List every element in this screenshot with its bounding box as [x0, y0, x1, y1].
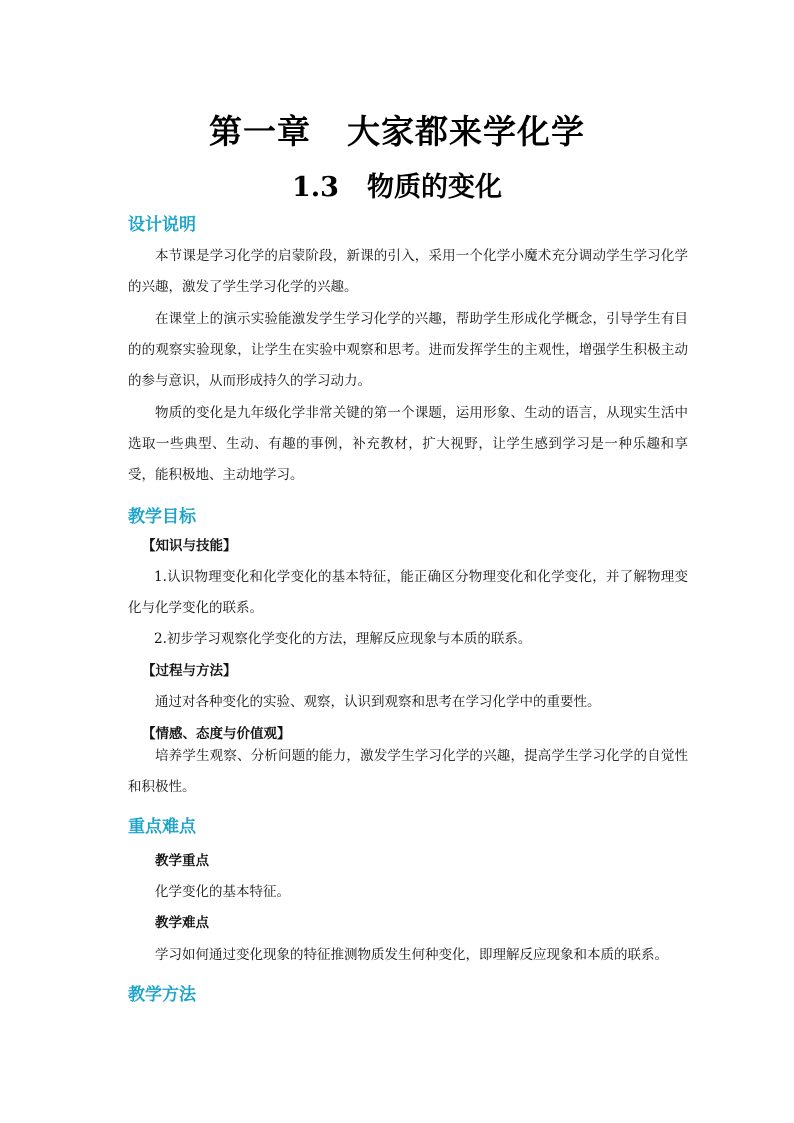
process-methods-label: 【过程与方法】 — [142, 663, 237, 679]
chapter-name: 大家都来学化学 — [347, 112, 585, 151]
goals-heading: 教学目标 — [128, 507, 196, 527]
design-paragraph-2: 在课堂上的演示实验能激发学生学习化学的兴趣，帮助学生形成化学概念，引导学生有目的的观察实验现象，让学生在实验中观察和思考。进而发挥学生的主观性，增强学生积极主动的参与意识，从而形成持久的学习动力。 — [128, 311, 688, 389]
methods-heading: 教学方法 — [128, 985, 196, 1005]
knowledge-item-2: 2.初步学习观察化学变化的方法，理解反应现象与本质的联系。 — [154, 631, 532, 647]
section-number: 1.3 — [292, 172, 339, 203]
section-title — [0, 165, 794, 204]
teaching-difficulty-text: 学习如何通过变化现象的特征推测物质发生何种变化，即理解反应现象和本质的联系。 — [155, 947, 668, 963]
process-methods-text: 通过对各种变化的实验、观察，认识到观察和思考在学习化学中的重要性。 — [155, 694, 601, 710]
teaching-difficulty-label: 教学难点 — [155, 915, 209, 931]
key-points-heading: 重点难点 — [128, 817, 196, 837]
chapter-title — [0, 106, 794, 153]
design-paragraph-3: 物质的变化是九年级化学非常关键的第一个课题，运用形象、生动的语言，从现实生活中选取一些典型、生动、有趣的事例，补充教材，扩大视野，让学生感到学习是一种乐趣和享受，能积极地、主动地学习。 — [128, 405, 688, 483]
section-name: 物质的变化 — [366, 172, 502, 203]
chapter-number: 第一章 — [209, 112, 311, 151]
knowledge-item-1: 1.认识物理变化和化学变化的基本特征，能正确区分物理变化和化学变化，并了解物理变化与化学变化的联系。 — [128, 569, 688, 616]
emotion-values-text: 培养学生观察、分析问题的能力，激发学生学习化学的兴趣，提高学生学习化学的自觉性和积极性。 — [128, 748, 688, 795]
emotion-values-label: 【情感、态度与价值观】 — [142, 726, 291, 742]
knowledge-skills-label: 【知识与技能】 — [142, 538, 237, 554]
design-heading: 设计说明 — [128, 215, 196, 235]
design-paragraph-1: 本节课是学习化学的启蒙阶段，新课的引入，采用一个化学小魔术充分调动学生学习化学的兴趣，激发了学生学习化学的兴趣。 — [128, 248, 688, 295]
teaching-focus-label: 教学重点 — [155, 853, 209, 869]
teaching-focus-text: 化学变化的基本特征。 — [155, 884, 290, 900]
